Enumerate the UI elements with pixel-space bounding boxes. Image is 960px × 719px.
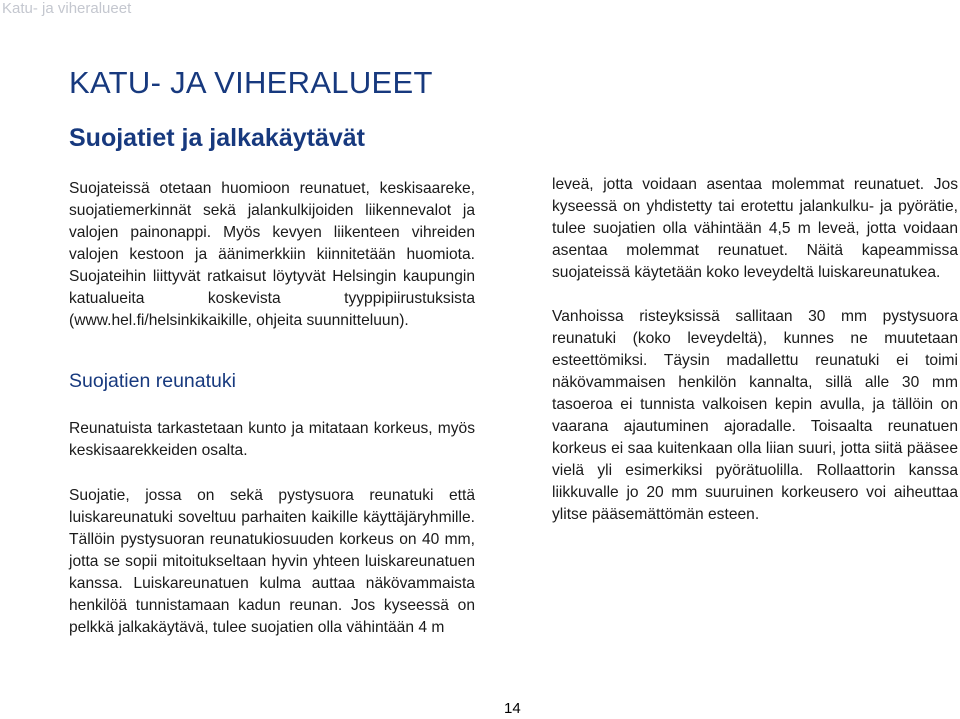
paragraph-suojatie: Suojatie, jossa on sekä pystysuora reunatuki että luiskareunatuki soveltuu parhaiten kaikille käyttäjäryhmille. Tällöin pystysuoran reunatukiosuuden korkeus on 40 mm, jotta se sopii mitoitukseltaan hyvin yhteen luiskareunatuen kanssa. Luiskareunatuen kulma auttaa näkövammaista henkilöä tunnistamaan kadun reunan. Jos kyseessä on pelkkä jalkakäytävä, tulee suojatien olla vähintään 4 m: [69, 487, 475, 636]
left-column: [69, 178, 475, 639]
right-column: [552, 174, 958, 526]
page-number: 14: [504, 700, 521, 717]
paragraph-kunto: Reunatuista tarkastetaan kunto ja mitataan korkeus, myös keskisaarekkeiden osalta.: [69, 420, 475, 459]
section-title: KATU- JA VIHERALUEET: [69, 65, 433, 100]
paragraph-leveys: leveä, jotta voidaan asentaa molemmat reunatuet. Jos kyseessä on yhdistetty tai erotettu jalankulku- ja pyörätie, tulee suojatien olla vähintään 4,5 m leveä, jotta voidaan asentaa molemmat reunatuet. Näitä kapeammissa suojateissä käytetään koko leveydeltä luiskareunatukea.: [552, 176, 958, 281]
intro-paragraph: Suojateissä otetaan huomioon reunatuet, keskisaareke, suojatiemerkinnät sekä jalankulkijoiden liikennevalot ja valojen painonappi. Myös kevyen liikenteen vihreiden valojen kestoon ja äänimerkkiin kiinnitetään huomiota. Suojateihin liittyvät ratkaisut löytyvät Helsingin kaupungin katualueita koskevista tyyppipiirustuksista (www.hel.fi/helsinkikaikille, ohjeita suunnitteluun).: [69, 180, 475, 329]
running-header: Katu- ja viheralueet: [2, 0, 132, 17]
subsection-title: Suojatiet ja jalkakäytävät: [69, 124, 365, 152]
subheading-reunatuki: Suojatien reunatuki: [69, 370, 236, 392]
paragraph-risteykset: Vanhoissa risteyksissä sallitaan 30 mm pystysuora reunatuki (koko leveydeltä), kunnes ne muutetaan esteettömiksi. Täysin madallettu reunatuki ei toimi näkövammaisen henkilön kannalta, sillä alle 30 mm tasoeroa ei tunnista valkoisen kepin avulla, ja tällöin on vaarana ajautuminen ajoradalle. Toisaalta reunatuen korkeus ei saa kuitenkaan olla liian suuri, jotta siitä pääsee vielä yli esimerkiksi pyörätuolilla. Rollaattorin kanssa liikkuvalle jo 20 mm suuruinen korkeusero voi aiheuttaa ylitse pääsemättömän esteen.: [552, 308, 958, 523]
